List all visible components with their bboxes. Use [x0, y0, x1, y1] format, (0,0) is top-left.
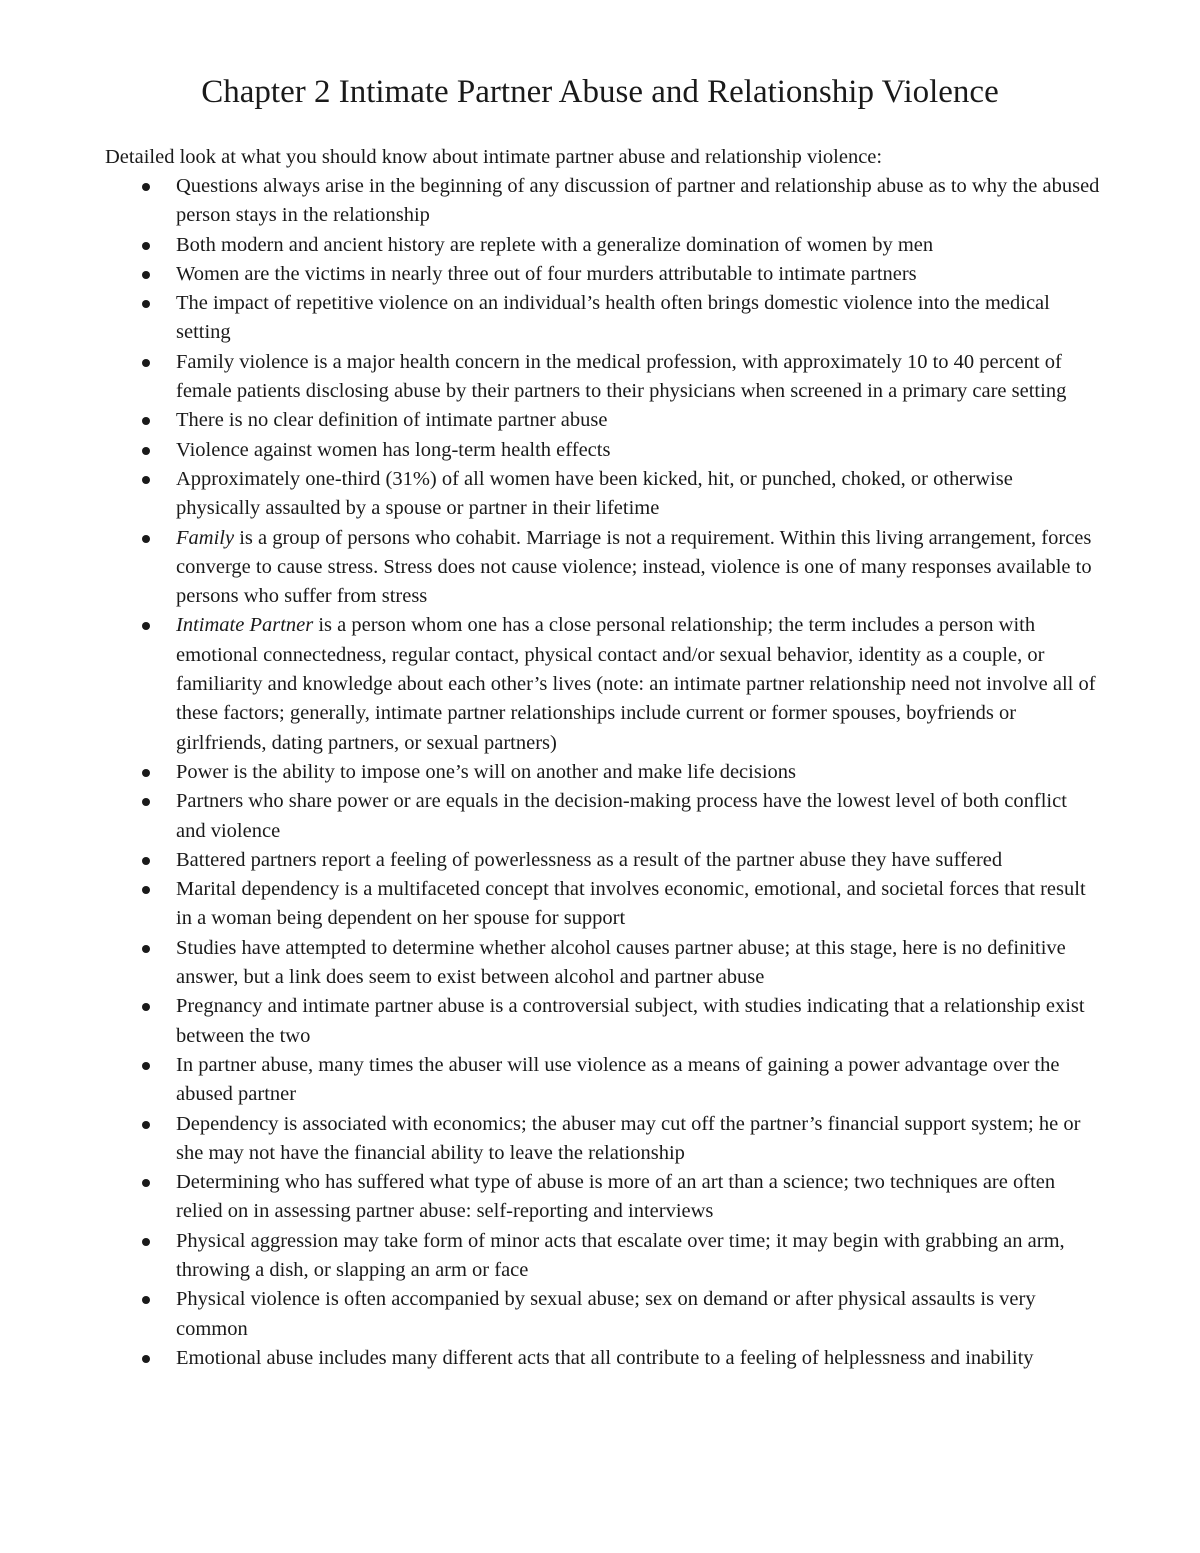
list-item: [176, 934, 1101, 993]
bullet-icon: [142, 183, 150, 191]
list-item-text: In partner abuse, many times the abuser will use violence as a means of gaining a power advantage over the abused partner: [176, 1053, 1060, 1106]
list-item: [176, 436, 1101, 465]
list-item-text: Determining who has suffered what type of abuse is more of an art than a science; two techniques are often relied on in assessing partner abuse: self-reporting and interviews: [176, 1171, 1056, 1223]
list-item: [176, 348, 1101, 407]
bullet-icon: [142, 417, 150, 425]
list-item-text: Emotional abuse includes many different acts that all contribute to a feeling of helplessness and inability: [176, 1346, 1034, 1369]
list-item: [176, 875, 1101, 934]
list-item-text: Battered partners report a feeling of powerlessness as a result of the partner abuse they have suffered: [176, 848, 1003, 871]
bullet-icon: [142, 359, 150, 367]
list-item-text: Pregnancy and intimate partner abuse is a controversial subject, with studies indicating that a relationship exist between the two: [176, 995, 1085, 1047]
bullet-list: [176, 172, 1101, 1373]
list-item-text: Studies have attempted to determine whether alcohol causes partner abuse; at this stage, here is no definitive answer, but a link does seem to exist between alcohol and partner abuse: [176, 936, 1066, 989]
list-item-text: is a group of persons who cohabit. Marriage is not a requirement. Within this living arrangement, forces converge to cause stress. Stress does not cause violence; instead, violence is one of many responses available to persons who suffer from stress: [176, 526, 1092, 608]
list-item-text: Partners who share power or are equals in the decision-making process have the lowest level of both conflict and violence: [176, 790, 1067, 842]
bullet-icon: [142, 886, 150, 894]
list-item: [176, 611, 1101, 757]
bullet-icon: [142, 769, 150, 777]
list-item-text: Physical violence is often accompanied by sexual abuse; sex on demand or after physical assaults is very common: [176, 1288, 1036, 1340]
list-item: [176, 1344, 1101, 1373]
bullet-icon: [142, 1355, 150, 1363]
list-item: [176, 260, 1101, 289]
list-item-text: Physical aggression may take form of minor acts that escalate over time; it may begin with grabbing an arm, throwing a dish, or slapping an arm or face: [176, 1229, 1065, 1281]
bullet-icon: [142, 857, 150, 865]
list-item-text: Power is the ability to impose one’s will on another and make life decisions: [176, 760, 797, 783]
list-item: [176, 1110, 1101, 1169]
list-item-text: Both modern and ancient history are replete with a generalize domination of women by men: [176, 233, 934, 256]
list-item-text: The impact of repetitive violence on an individual’s health often brings domestic violence into the medical setting: [176, 292, 1050, 344]
bullet-icon: [142, 242, 150, 250]
bullet-icon: [142, 798, 150, 806]
list-item: [176, 524, 1101, 612]
bullet-icon: [142, 476, 150, 484]
list-item: [176, 465, 1101, 524]
list-item-term: Intimate Partner: [176, 614, 314, 637]
bullet-icon: [142, 535, 150, 543]
list-item-text: Questions always arise in the beginning of any discussion of partner and relationship abuse as to why the abused person stays in the relationship: [176, 175, 1100, 227]
bullet-icon: [142, 271, 150, 279]
bullet-icon: [142, 1179, 150, 1187]
list-item: [176, 1051, 1101, 1110]
bullet-icon: [142, 622, 150, 630]
list-item-text: is a person whom one has a close personal relationship; the term includes a person with emotional connectedness, regular contact, physical contact and/or sexual behavior, identity as a couple, or familiarity and knowledge about each other’s lives (note: an intimate partner relationship need not involve all of these factors; generally, intimate partner relationships include current or former spouses, boyfriends or girlfriends, dating partners, or sexual partners): [176, 614, 1096, 754]
bullet-icon: [142, 300, 150, 308]
bullet-icon: [142, 1003, 150, 1011]
list-item-text: Dependency is associated with economics; the abuser may cut off the partner’s financial support system; he or she may not have the financial ability to leave the relationship: [176, 1112, 1081, 1164]
list-item: [176, 231, 1101, 260]
list-item: [176, 1285, 1101, 1344]
list-item-term: Family: [176, 526, 235, 549]
list-item: [176, 787, 1101, 846]
bullet-icon: [142, 1121, 150, 1129]
list-item: [176, 289, 1101, 348]
list-item: [176, 172, 1101, 231]
list-item-text: Marital dependency is a multifaceted concept that involves economic, emotional, and societal forces that result in a woman being dependent on her spouse for support: [176, 878, 1086, 930]
list-item-text: There is no clear definition of intimate partner abuse: [176, 409, 608, 432]
list-item-text: Violence against women has long-term health effects: [176, 438, 611, 461]
list-item: [176, 758, 1101, 787]
list-item-text: Women are the victims in nearly three out of four murders attributable to intimate partners: [176, 262, 917, 285]
list-item-text: Family violence is a major health concern in the medical profession, with approximately 10 to 40 percent of female patients disclosing abuse by their partners to their physicians when screened in a primary care setting: [176, 350, 1067, 403]
list-item: [176, 992, 1101, 1051]
list-item-text: Approximately one-third (31%) of all women have been kicked, hit, or punched, choked, or otherwise physically assaulted by a spouse or partner in their lifetime: [176, 467, 1013, 520]
list-item: [176, 1168, 1101, 1227]
bullet-icon: [142, 1296, 150, 1304]
list-item: [176, 406, 1101, 435]
page-title: Chapter 2 Intimate Partner Abuse and Relationship Violence: [201, 74, 999, 110]
bullet-icon: [142, 447, 150, 455]
list-item: [176, 1227, 1101, 1286]
bullet-icon: [142, 1062, 150, 1070]
intro-text: Detailed look at what you should know about intimate partner abuse and relationship violence:: [105, 146, 883, 168]
bullet-icon: [142, 945, 150, 953]
bullet-icon: [142, 1238, 150, 1246]
list-item: [176, 846, 1101, 875]
